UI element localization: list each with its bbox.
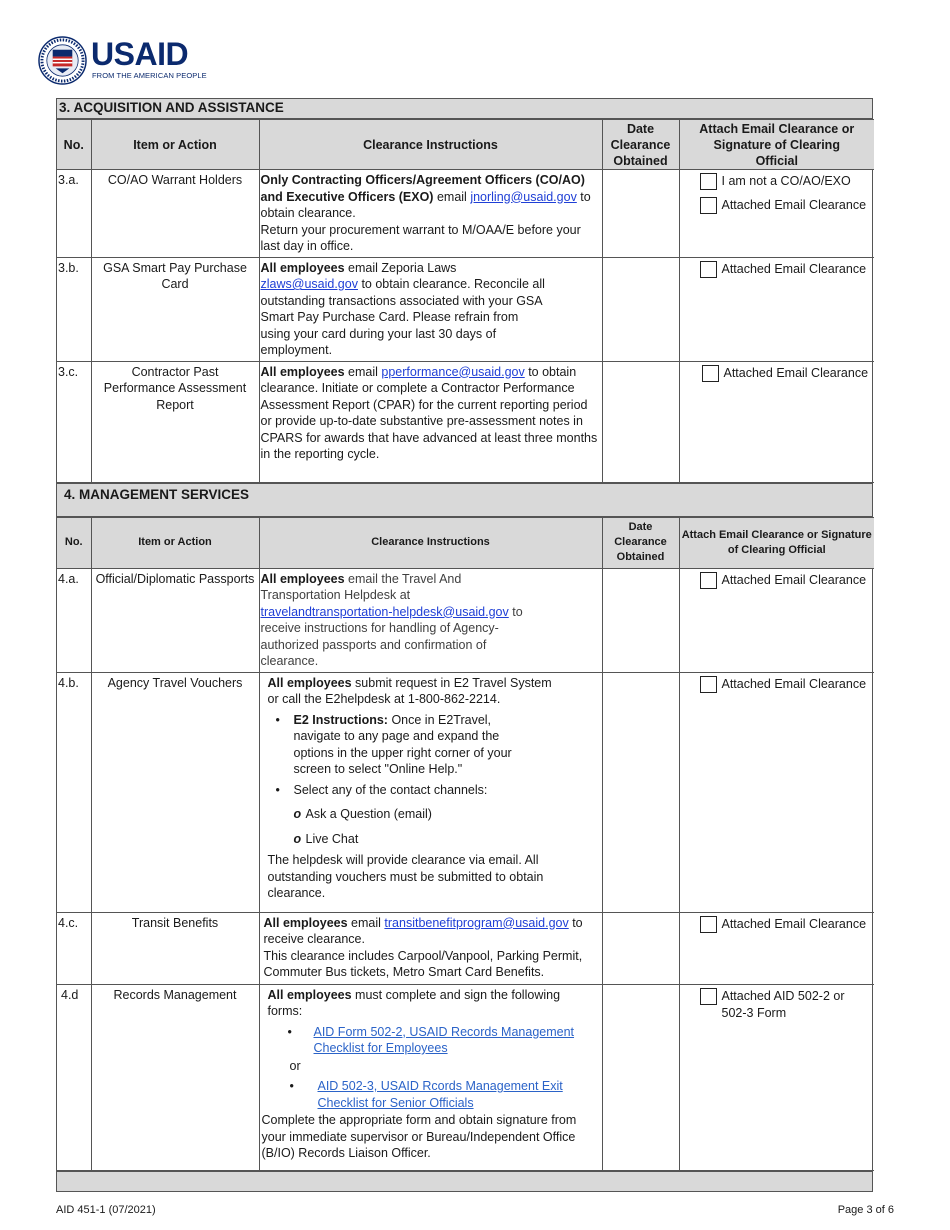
table-header-row bbox=[57, 120, 874, 170]
table-row bbox=[57, 984, 874, 1170]
instr-text: Once in E2Travel, navigate to any page and expand the options in the upper right corner of your screen to select "Online Help." bbox=[293, 712, 512, 776]
instr-text: submit request in E2 Travel System or call the E2helpdesk at 1-800-862-2214. bbox=[267, 675, 552, 706]
list-item bbox=[262, 1024, 601, 1057]
instr-bold: All employees bbox=[260, 364, 345, 379]
email-link-travel-helpdesk[interactable]: travelandtransportation-helpdesk@usaid.gov bbox=[260, 604, 509, 619]
row-number: 4.a. bbox=[57, 568, 91, 672]
header-item: Item or Action bbox=[91, 120, 259, 170]
instr-text: must complete and sign the following forms: bbox=[267, 987, 561, 1018]
date-cell[interactable] bbox=[602, 984, 679, 1170]
attached-form-checkbox[interactable] bbox=[700, 988, 717, 1005]
checkbox-label: Attached Email Clearance bbox=[721, 572, 867, 587]
bullet-icon: • bbox=[275, 712, 280, 727]
header-no: No. bbox=[57, 120, 91, 170]
date-cell[interactable] bbox=[602, 361, 679, 482]
checkbox-row[interactable] bbox=[700, 988, 871, 1022]
date-cell[interactable] bbox=[602, 672, 679, 912]
instr-bold: E2 Instructions: bbox=[293, 712, 388, 727]
instr-bold: All employees bbox=[260, 260, 345, 275]
instr-text: email bbox=[433, 189, 471, 204]
header-no: No. bbox=[57, 517, 91, 568]
not-co-ao-exo-checkbox[interactable] bbox=[700, 173, 717, 190]
email-link-zlaws[interactable]: zlaws@usaid.gov bbox=[260, 277, 358, 291]
checkbox-row[interactable] bbox=[700, 572, 871, 589]
email-link-pperformance[interactable]: pperformance@usaid.gov bbox=[381, 364, 525, 379]
checkbox-label: Attached Email Clearance bbox=[721, 676, 867, 691]
clearance-form bbox=[56, 98, 873, 1192]
list-item bbox=[262, 1078, 601, 1111]
table-row bbox=[57, 672, 874, 912]
date-cell[interactable] bbox=[602, 170, 679, 258]
usaid-logo bbox=[38, 36, 207, 88]
instr-text: Return your procurement warrant to M/OAA/E before your last day in office. bbox=[260, 222, 581, 253]
table-footer-bar bbox=[57, 1171, 872, 1191]
attach-cell bbox=[679, 361, 874, 482]
attached-email-clearance-checkbox[interactable] bbox=[700, 572, 717, 589]
attached-email-clearance-checkbox[interactable] bbox=[700, 197, 717, 214]
attached-email-clearance-checkbox[interactable] bbox=[700, 676, 717, 693]
checkbox-label: Attached Email Clearance bbox=[721, 261, 867, 276]
sub-list-item bbox=[268, 806, 562, 823]
row-number: 3.b. bbox=[57, 257, 91, 361]
table-row bbox=[57, 257, 874, 361]
attach-cell bbox=[679, 568, 874, 672]
records-form-502-3-link[interactable]: AID 502-3, USAID Rcords Management Exit Checklist for Senior Officials bbox=[317, 1079, 563, 1110]
instr-text: This clearance includes Carpool/Vanpool, Parking Permit, Commuter Bus tickets, Metro Smart Card Benefits. bbox=[263, 948, 583, 979]
row-instructions bbox=[259, 361, 602, 482]
row-item: Agency Travel Vouchers bbox=[91, 672, 259, 912]
sub-list-item bbox=[268, 831, 562, 848]
instr-bold: All employees bbox=[263, 915, 348, 930]
row-number: 4.b. bbox=[57, 672, 91, 912]
usaid-tagline: FROM THE AMERICAN PEOPLE bbox=[92, 71, 207, 80]
instr-text: email bbox=[344, 364, 382, 379]
date-cell[interactable] bbox=[602, 568, 679, 672]
header-item: Item or Action bbox=[91, 517, 259, 568]
row-item: GSA Smart Pay Purchase Card bbox=[91, 257, 259, 361]
form-id: AID 451-1 (07/2021) bbox=[56, 1204, 156, 1216]
instr-text: Ask a Question (email) bbox=[305, 807, 432, 821]
date-cell[interactable] bbox=[602, 912, 679, 984]
checkbox-row[interactable] bbox=[700, 197, 871, 214]
attach-cell bbox=[679, 257, 874, 361]
email-link-transit[interactable]: transitbenefitprogram@usaid.gov bbox=[384, 915, 569, 930]
checkbox-label: Attached Email Clearance bbox=[721, 198, 867, 212]
attach-cell bbox=[679, 170, 874, 258]
row-number: 3.a. bbox=[57, 170, 91, 258]
row-item: Contractor Past Performance Assessment Report bbox=[91, 361, 259, 482]
instr-text: to receive clearance. bbox=[263, 915, 583, 946]
checkbox-label: I am not a CO/AO/EXO bbox=[721, 174, 851, 188]
table-row bbox=[57, 361, 874, 482]
row-instructions bbox=[259, 984, 602, 1170]
row-instructions bbox=[259, 912, 602, 984]
attached-email-clearance-checkbox[interactable] bbox=[700, 916, 717, 933]
email-link-jnorling[interactable]: jnorling@usaid.gov bbox=[470, 189, 577, 204]
instr-bold: All employees bbox=[267, 675, 352, 690]
usaid-wordmark: USAID bbox=[91, 36, 189, 72]
row-item: CO/AO Warrant Holders bbox=[91, 170, 259, 258]
checkbox-row[interactable] bbox=[700, 173, 871, 190]
header-instructions: Clearance Instructions bbox=[259, 120, 602, 170]
instr-text: to obtain clearance. Initiate or complete a Contractor Performance Assessment Report (CPAR) for the current reporting period or provide up-to-date substantive pre-assessment notes in CPARS for awards that have advanced at least three months in the reporting cycle. bbox=[260, 364, 598, 461]
instr-text: to obtain clearance. Reconcile all outstanding transactions associated with your GSA Smart Pay Purchase Card. Please refrain from using your card during your last 30 days of employment. bbox=[260, 277, 545, 357]
bullet-icon: • bbox=[289, 1079, 294, 1093]
checkbox-row[interactable] bbox=[700, 916, 871, 933]
section-3-title: 3. ACQUISITION AND ASSISTANCE bbox=[57, 99, 872, 119]
section-3-table bbox=[57, 119, 874, 483]
bullet-icon: • bbox=[275, 782, 280, 797]
row-instructions bbox=[259, 170, 602, 258]
list-item bbox=[268, 782, 562, 799]
row-item: Official/Diplomatic Passports bbox=[91, 568, 259, 672]
sub-bullet-icon: o bbox=[293, 807, 302, 821]
page-number: Page 3 of 6 bbox=[837, 1204, 894, 1216]
row-number: 3.c. bbox=[57, 361, 91, 482]
checkbox-row[interactable] bbox=[700, 261, 871, 278]
checkbox-row[interactable] bbox=[700, 676, 871, 693]
row-instructions bbox=[259, 568, 602, 672]
instr-text: Complete the appropriate form and obtain signature from your immediate supervisor or Bureau/Independent Office (B/IO) Records Liaison Officer. bbox=[261, 1113, 577, 1160]
instr-text: email bbox=[347, 915, 385, 930]
header-instructions: Clearance Instructions bbox=[259, 517, 602, 568]
instr-text: to obtain clearance. bbox=[260, 189, 591, 220]
instr-bold: All employees bbox=[260, 571, 345, 586]
usaid-seal-icon bbox=[38, 36, 87, 85]
row-item: Transit Benefits bbox=[91, 912, 259, 984]
header-attach: Attach Email Clearance or Signature of Clearing Official bbox=[679, 517, 874, 568]
table-row bbox=[57, 568, 874, 672]
header-date: Date Clearance Obtained bbox=[602, 517, 679, 568]
attach-cell bbox=[679, 912, 874, 984]
row-instructions bbox=[259, 672, 602, 912]
instr-text: email Zeporia Laws bbox=[344, 260, 457, 275]
attach-cell bbox=[679, 672, 874, 912]
instr-text: Live Chat bbox=[305, 831, 359, 846]
instr-intro bbox=[262, 987, 601, 1020]
header-attach: Attach Email Clearance or Signature of Clearing Official bbox=[679, 120, 874, 170]
instr-text: to receive instructions for handling of Agency-authorized passports and confirmation of clearance. bbox=[260, 604, 523, 668]
checkbox-row[interactable] bbox=[702, 365, 871, 382]
row-instructions bbox=[259, 257, 602, 361]
header-date: Date Clearance Obtained bbox=[602, 120, 679, 170]
list-item bbox=[268, 712, 562, 778]
row-item: Records Management bbox=[91, 984, 259, 1170]
section-4-table bbox=[57, 517, 874, 1171]
instr-bold: Only Contracting Officers/Agreement Officers (CO/AO) and Executive Officers (EXO) bbox=[260, 173, 585, 204]
row-number: 4.c. bbox=[57, 912, 91, 984]
section-4-title: 4. MANAGEMENT SERVICES bbox=[57, 483, 872, 517]
checkbox-label: Attached Email Clearance bbox=[721, 916, 867, 931]
checkbox-label: Attached AID 502-2 or 502-3 Form bbox=[721, 988, 845, 1020]
row-number: 4.d bbox=[57, 984, 91, 1170]
date-cell[interactable] bbox=[602, 257, 679, 361]
table-row bbox=[57, 912, 874, 984]
attach-cell bbox=[679, 984, 874, 1170]
attached-email-clearance-checkbox[interactable] bbox=[702, 365, 719, 382]
bullet-icon: • bbox=[287, 1024, 292, 1039]
or-text: or bbox=[289, 1058, 301, 1073]
table-row bbox=[57, 170, 874, 258]
instr-text: Select any of the contact channels: bbox=[293, 782, 488, 797]
instr-intro bbox=[268, 675, 562, 708]
instr-text: email the Travel And Transportation Helpdesk at bbox=[260, 571, 462, 602]
checkbox-label: Attached Email Clearance bbox=[723, 365, 869, 380]
attached-email-clearance-checkbox[interactable] bbox=[700, 261, 717, 278]
records-form-502-2-link[interactable]: AID Form 502-2, USAID Records Management Checklist for Employees bbox=[313, 1024, 575, 1055]
sub-bullet-icon: o bbox=[293, 831, 302, 846]
instr-bold: All employees bbox=[267, 987, 352, 1002]
instr-text: The helpdesk will provide clearance via email. All outstanding vouchers must be submitted to obtain clearance. bbox=[267, 853, 544, 900]
table-header-row bbox=[57, 517, 874, 568]
